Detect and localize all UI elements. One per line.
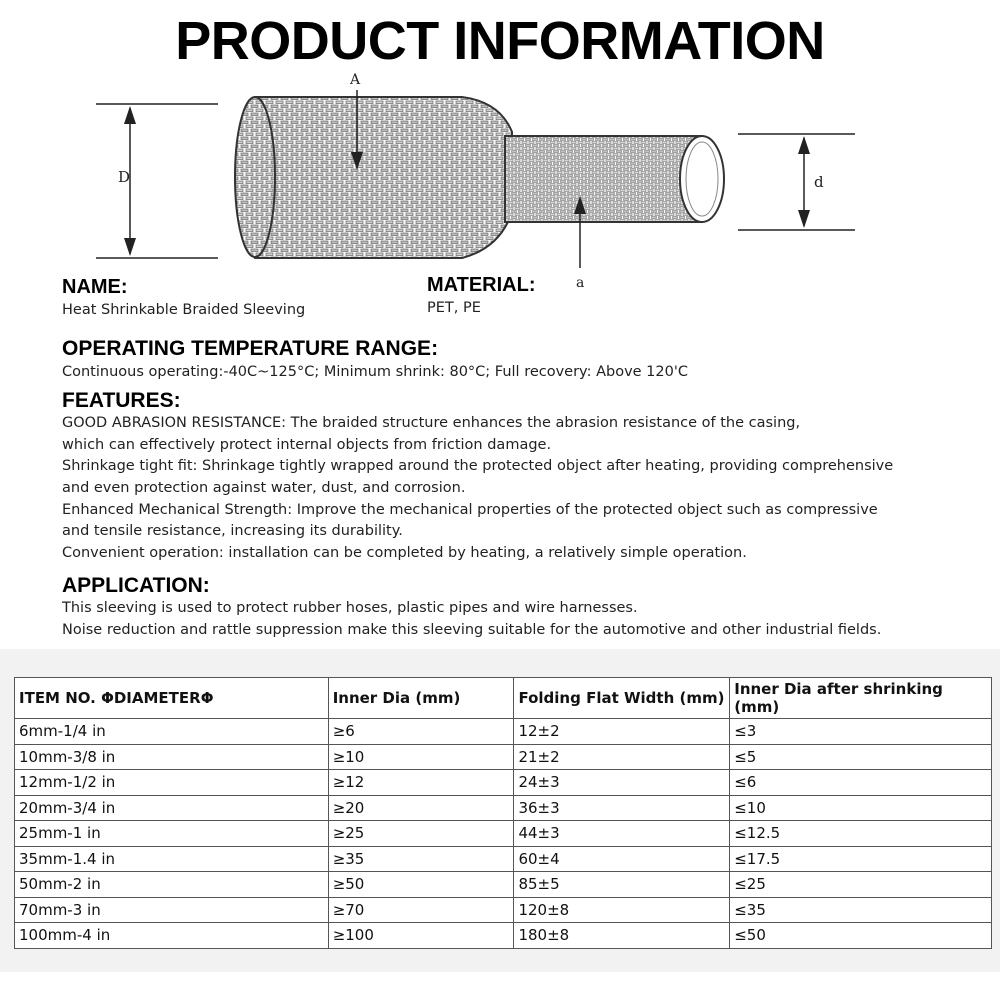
cell-inner-dia-shrunk: ≤35 — [730, 897, 992, 923]
cell-inner-dia-shrunk: ≤10 — [730, 795, 992, 821]
features-line: Shrinkage tight fit: Shrinkage tightly wrapped around the protected object after heating, providing comprehensive — [62, 458, 894, 474]
label-D: D — [118, 168, 131, 186]
header-folding-width: Folding Flat Width (mm) — [514, 678, 730, 719]
temperature-text: Continuous operating:-40C~125°C; Minimum shrink: 80°C; Full recovery: Above 120'C — [62, 364, 688, 380]
features-line: Enhanced Mechanical Strength: Improve the mechanical properties of the protected object such as compressive — [62, 502, 878, 518]
table-row — [15, 923, 992, 949]
features-line: and tensile resistance, increasing its durability. — [62, 523, 403, 539]
label-a: a — [576, 275, 585, 291]
cell-inner-dia-shrunk: ≤5 — [730, 744, 992, 770]
cell-inner-dia: ≥20 — [328, 795, 514, 821]
application-line: Noise reduction and rattle suppression make this sleeving suitable for the automotive and other industrial fields. — [62, 622, 882, 638]
table-row — [15, 770, 992, 796]
features-heading: FEATURES: — [62, 389, 181, 412]
cell-folding-width: 85±5 — [514, 872, 730, 898]
cell-inner-dia: ≥25 — [328, 821, 514, 847]
application-line: This sleeving is used to protect rubber hoses, plastic pipes and wire harnesses. — [62, 600, 638, 616]
name-value: Heat Shrinkable Braided Sleeving — [62, 302, 306, 318]
cell-item-no: 6mm-1/4 in — [15, 719, 329, 745]
application-heading: APPLICATION: — [62, 574, 210, 597]
name-heading: NAME: — [62, 276, 128, 298]
material-heading: MATERIAL: — [427, 274, 536, 296]
temperature-heading: OPERATING TEMPERATURE RANGE: — [62, 337, 439, 360]
cell-folding-width: 24±3 — [514, 770, 730, 796]
features-line: and even protection against water, dust, and corrosion. — [62, 480, 466, 496]
table-row — [15, 897, 992, 923]
page-title: PRODUCT INFORMATION — [175, 11, 825, 71]
features-line: Convenient operation: installation can be completed by heating, a relatively simple operation. — [62, 545, 747, 561]
table-row — [15, 744, 992, 770]
cell-item-no: 10mm-3/8 in — [15, 744, 329, 770]
table-row — [15, 821, 992, 847]
label-d: d — [814, 173, 824, 191]
cell-inner-dia-shrunk: ≤12.5 — [730, 821, 992, 847]
table-header-row — [15, 678, 992, 719]
cell-inner-dia-shrunk: ≤50 — [730, 923, 992, 949]
header-inner-dia-shrunk: Inner Dia after shrinking (mm) — [730, 678, 992, 719]
cell-inner-dia-shrunk: ≤3 — [730, 719, 992, 745]
cell-item-no: 70mm-3 in — [15, 897, 329, 923]
cell-inner-dia: ≥6 — [328, 719, 514, 745]
cell-item-no: 20mm-3/4 in — [15, 795, 329, 821]
cell-inner-dia-shrunk: ≤17.5 — [730, 846, 992, 872]
cell-inner-dia-shrunk: ≤25 — [730, 872, 992, 898]
header-item-no: ITEM NO. ΦDIAMETERΦ — [15, 678, 329, 719]
cell-inner-dia: ≥35 — [328, 846, 514, 872]
cell-inner-dia-shrunk: ≤6 — [730, 770, 992, 796]
label-A: A — [350, 72, 361, 88]
cell-item-no: 100mm-4 in — [15, 923, 329, 949]
sleeving-diagram — [0, 70, 1000, 300]
sleeve-small-section — [505, 136, 702, 222]
table-row — [15, 719, 992, 745]
features-line: which can effectively protect internal objects from friction damage. — [62, 437, 552, 453]
cell-inner-dia: ≥12 — [328, 770, 514, 796]
material-value: PET, PE — [427, 300, 481, 316]
cell-item-no: 25mm-1 in — [15, 821, 329, 847]
cell-item-no: 35mm-1.4 in — [15, 846, 329, 872]
cell-folding-width: 180±8 — [514, 923, 730, 949]
header-inner-dia: Inner Dia (mm) — [328, 678, 514, 719]
cell-inner-dia: ≥10 — [328, 744, 514, 770]
cell-folding-width: 44±3 — [514, 821, 730, 847]
cell-inner-dia: ≥50 — [328, 872, 514, 898]
cell-item-no: 50mm-2 in — [15, 872, 329, 898]
sleeve-large-section — [242, 97, 513, 258]
cell-folding-width: 120±8 — [514, 897, 730, 923]
cell-item-no: 12mm-1/2 in — [15, 770, 329, 796]
specification-table — [14, 677, 992, 949]
cell-inner-dia: ≥100 — [328, 923, 514, 949]
cell-folding-width: 60±4 — [514, 846, 730, 872]
cell-inner-dia: ≥70 — [328, 897, 514, 923]
table-row — [15, 795, 992, 821]
table-row — [15, 846, 992, 872]
cell-folding-width: 21±2 — [514, 744, 730, 770]
cell-folding-width: 12±2 — [514, 719, 730, 745]
features-line: GOOD ABRASION RESISTANCE: The braided structure enhances the abrasion resistance of the casing, — [62, 415, 801, 431]
cell-folding-width: 36±3 — [514, 795, 730, 821]
table-row — [15, 872, 992, 898]
